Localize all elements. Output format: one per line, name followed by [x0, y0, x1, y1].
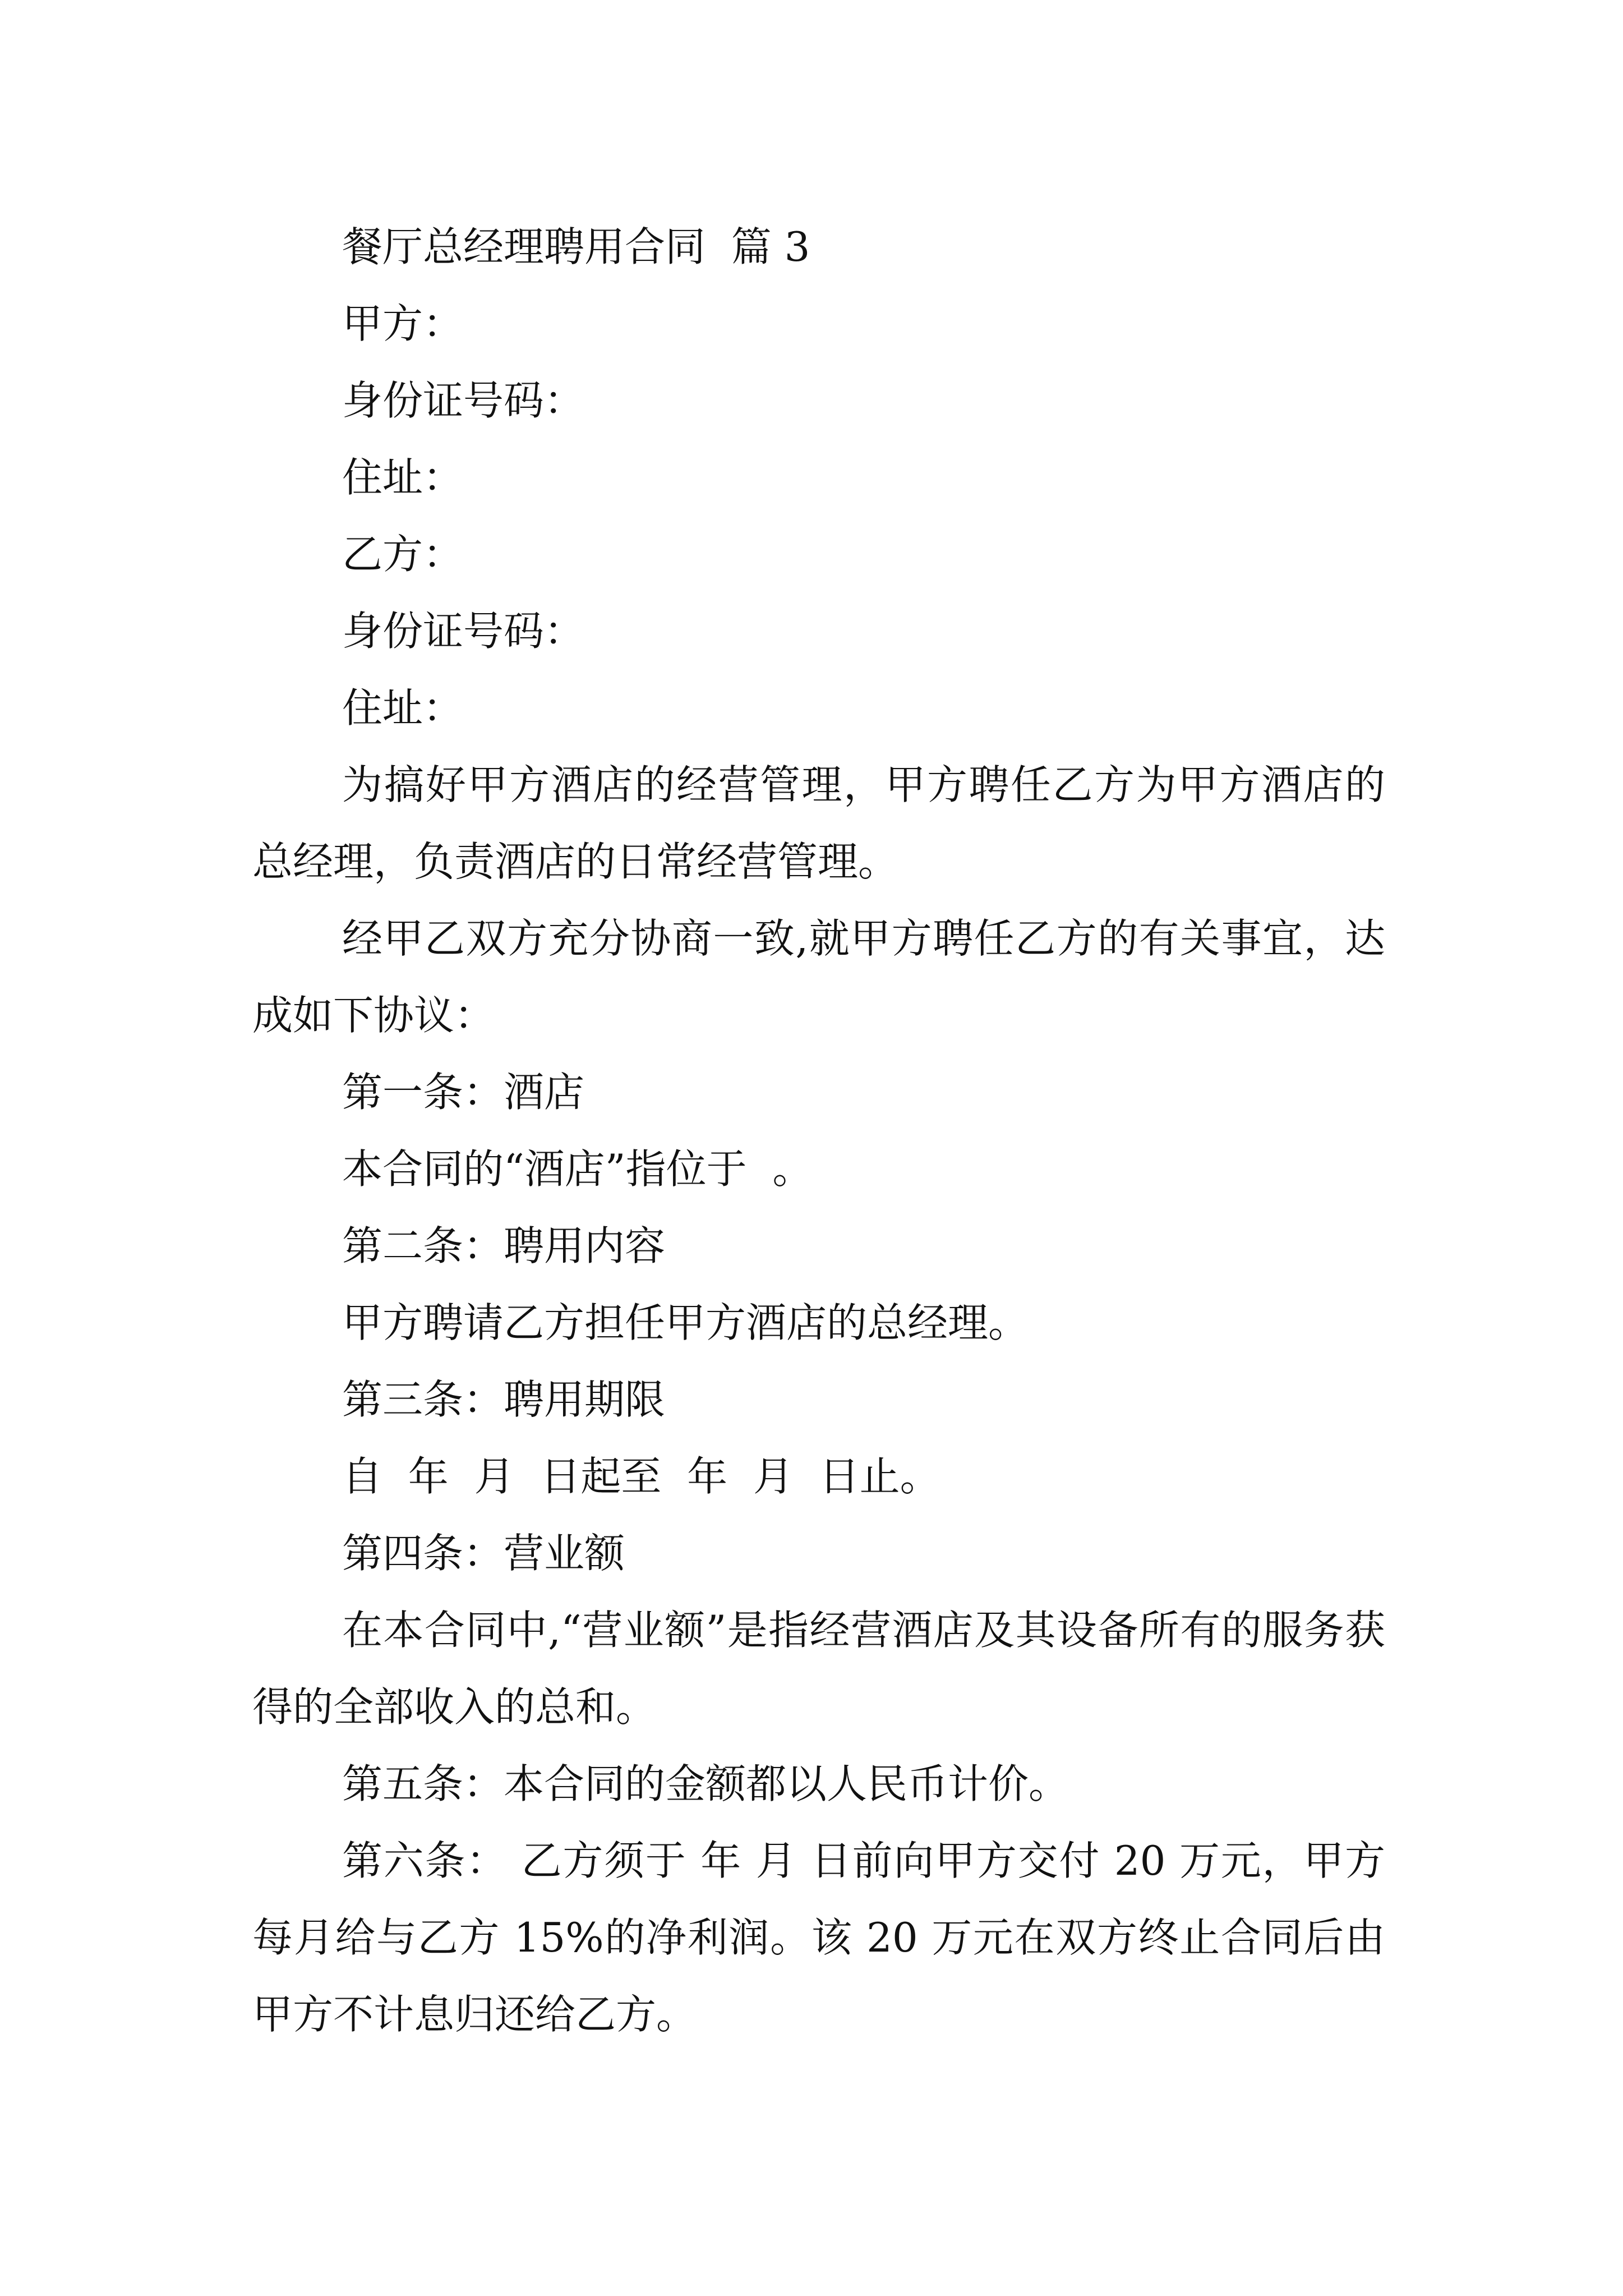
article-1-title: 第一条：酒店	[342, 1069, 585, 1116]
article-4-title: 第四条：营业额	[342, 1530, 625, 1577]
document-body	[252, 209, 1385, 2053]
article-4-body: 在本合同中,“营业额”是指经营酒店及其设备所有的服务获得的全部收入的总和。	[252, 1607, 1385, 1731]
document-title: 餐厅总经理聘用合同 篇 3	[342, 223, 810, 270]
intro-paragraph: 为搞好甲方酒店的经营管理，甲方聘任乙方为甲方酒店的总经理，负责酒店的日常经营管理。	[252, 761, 1385, 885]
article-6: 第六条： 乙方须于 年 月 日前向甲方交付 20 万元，甲方每月给与乙方 15%的净利润。该 20 万元在双方终止合同后由甲方不计息归还给乙方。	[252, 1837, 1385, 2038]
agreement-paragraph: 经甲乙双方充分协商一致,就甲方聘任乙方的有关事宜，达成如下协议：	[252, 915, 1385, 1039]
article-3-title: 第三条：聘用期限	[342, 1376, 666, 1423]
article-3-body: 自 年 月 日起至 年 月 日止。	[342, 1453, 940, 1500]
article-5: 第五条：本合同的金额都以人民币计价。	[342, 1760, 1069, 1807]
article-2-body: 甲方聘请乙方担任甲方酒店的总经理。	[342, 1299, 1029, 1346]
party-b-address-label: 住址：	[342, 684, 464, 731]
article-2-title: 第二条：聘用内容	[342, 1222, 666, 1269]
party-a-address-label: 住址：	[342, 454, 464, 501]
party-b-id-label: 身份证号码：	[342, 608, 585, 655]
party-b-label: 乙方：	[342, 531, 464, 578]
article-1-body: 本合同的“酒店”指位于 。	[342, 1145, 813, 1193]
party-a-id-label: 身份证号码：	[342, 377, 585, 424]
party-a-label: 甲方：	[342, 300, 464, 347]
